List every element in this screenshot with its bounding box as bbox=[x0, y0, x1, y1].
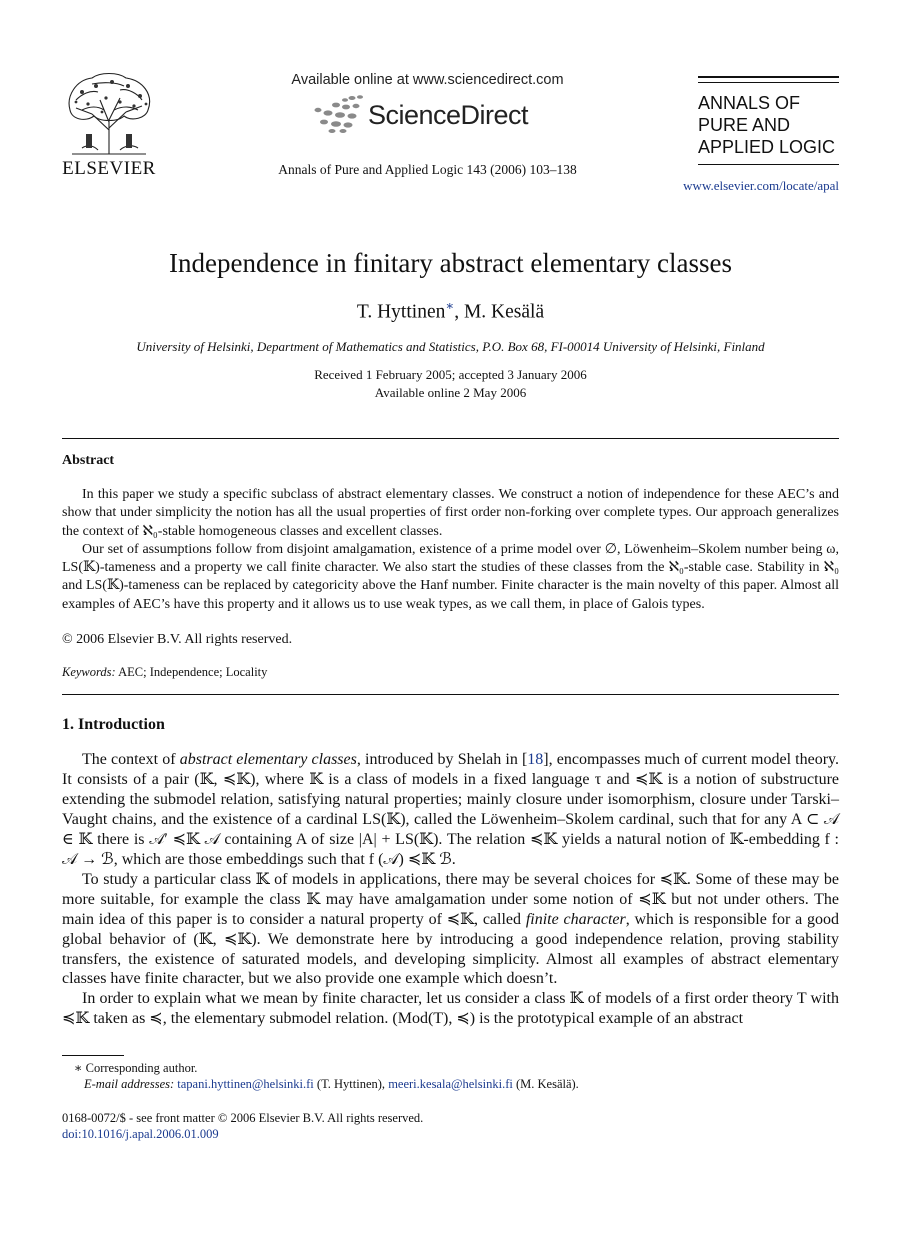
corresponding-author-note bbox=[62, 1060, 839, 1076]
elsevier-wordmark: ELSEVIER bbox=[62, 158, 156, 179]
footnotes bbox=[62, 1060, 839, 1092]
keywords-list: AEC; Independence; Locality bbox=[115, 665, 268, 679]
author-list bbox=[62, 298, 839, 324]
section-heading: 1. Introduction bbox=[62, 716, 165, 733]
text-run: , which is responsible for a good global behavior of (𝕂, ≼𝕂). We demonstrate here by introducing a good independence relation, proving stability transfers, the existence of saturated models, and developing simplicity. Almost all examples of abstract elementary classes have finite character, but we also provide one example which doesn’t. bbox=[62, 910, 840, 988]
author-name: T. Hyttinen bbox=[356, 301, 446, 323]
issn-line: 0168-0072/$ - see front matter © 2006 Elsevier B.V. All rights reserved. bbox=[62, 1111, 424, 1125]
journal-title-rule bbox=[698, 76, 839, 78]
journal-title-line: PURE AND bbox=[698, 115, 791, 135]
sciencedirect-dots-icon bbox=[312, 94, 368, 134]
text-run: (M. Kesälä). bbox=[512, 1077, 579, 1091]
journal-title-rule bbox=[698, 164, 839, 165]
author-separator: , bbox=[454, 301, 464, 323]
text-run: The context of bbox=[82, 751, 180, 768]
body-paragraph: In order to explain what we mean by finite character, let us consider a class 𝕂 of models of a first order theory T with ≼𝕂 taken as ≼, the elementary submodel relation. (Mod(T), ≼) is the prototypical example of an abstract bbox=[62, 990, 839, 1028]
body-paragraph bbox=[62, 870, 839, 990]
citation-link[interactable]: 18 bbox=[527, 751, 544, 768]
article-dates bbox=[62, 366, 839, 402]
keywords bbox=[62, 665, 267, 680]
available-online-text: Available online at www.sciencedirect.com bbox=[291, 72, 564, 88]
abstract-paragraph: In this paper we study a specific subclass of abstract elementary classes. We construct a notion of independence for these AEC’s and show that under simplicity the notion has all the usual properties of first order non-forking over complete types. Our approach generalizes the context of ℵ₀-stable homogeneous classes and excellent classes. bbox=[62, 487, 839, 539]
text-run: Corresponding author. bbox=[82, 1061, 198, 1075]
abstract-body bbox=[62, 486, 839, 614]
available-date: Available online 2 May 2006 bbox=[374, 385, 527, 400]
email-label: E-mail addresses: bbox=[84, 1077, 175, 1091]
abstract-paragraph: Our set of assumptions follow from disjoint amalgamation, existence of a prime model over ∅, Löwenheim–Skolem number being ω, LS(𝕂)-tameness and a property we call finite character. We also start the studies of these classes from the ℵ₀-stable case. Stability in ℵ₀ and LS(𝕂)-tameness can be replaced by categoricity above the Hanf number. Finite character is the main novelty of this paper. Almost all examples of AEC’s have this property and it allows us to use weak types, as we call them, in place of Galois types. bbox=[62, 541, 839, 612]
sciencedirect-wordmark: ScienceDirect bbox=[368, 100, 529, 130]
emphasis: finite character bbox=[525, 910, 626, 928]
emphasis: abstract elementary classes bbox=[179, 751, 357, 768]
text-run: ], encompasses much of current model theory. It consists of a pair (𝕂, ≼𝕂), where 𝕂 is a class of models in a fixed language τ and ≼𝕂 is a notion of substructure extending the submodel relation, satisfying natural properties; mainly closure under isomorphism, closure under Tarski–Vaught chains, and the existence of a cardinal LS(𝕂), called the Löwenheim–Skolem cardinal, such that for any A ⊂ 𝒜 ∈ 𝕂 there is 𝒜′ ≼𝕂 𝒜 containing A of size |A| + LS(𝕂). The relation ≼𝕂 yields a natural notion of 𝕂-embedding f : 𝒜 → ℬ, which are those embeddings such that f (𝒜) ≼𝕂 ℬ. bbox=[62, 751, 839, 868]
journal-reference: Annals of Pure and Applied Logic 143 (2006) 103–138 bbox=[278, 162, 577, 177]
received-date: Received 1 February 2005; accepted 3 January 2006 bbox=[314, 367, 587, 382]
keywords-label: Keywords: bbox=[62, 665, 116, 679]
footnote-rule bbox=[62, 1055, 124, 1056]
doi-link[interactable]: doi:10.1016/j.apal.2006.01.009 bbox=[62, 1127, 219, 1141]
text-run: To study a particular class 𝕂 of models in applications, there may be several choices for ≼𝕂. Some of these may be more suitable, for example the class 𝕂 may have amalgamation under some notion of ≼𝕂 but not under others. The main idea of this paper is to consider a natural property of ≼𝕂, called bbox=[62, 870, 839, 928]
abstract-copyright: © 2006 Elsevier B.V. All rights reserved. bbox=[62, 632, 293, 647]
elsevier-logo bbox=[62, 70, 156, 178]
front-matter-info bbox=[62, 1110, 423, 1142]
journal-title-line: APPLIED LOGIC bbox=[698, 137, 836, 157]
affiliation: University of Helsinki, Department of Mathematics and Statistics, P.O. Box 68, FI-00014 University of Helsinki, Finland bbox=[136, 339, 765, 354]
elsevier-tree-icon bbox=[62, 70, 156, 156]
journal-title-rule bbox=[698, 82, 839, 83]
text-run: (T. Hyttinen), bbox=[313, 1077, 389, 1091]
email-link[interactable]: tapani.hyttinen@helsinki.fi bbox=[177, 1077, 314, 1091]
email-link[interactable]: meeri.kesala@helsinki.fi bbox=[388, 1077, 513, 1091]
journal-url-link[interactable]: www.elsevier.com/locate/apal bbox=[683, 178, 839, 193]
corresponding-author-mark[interactable]: ∗ bbox=[445, 298, 455, 313]
journal-title-line: ANNALS OF bbox=[698, 93, 801, 113]
abstract-heading: Abstract bbox=[62, 453, 115, 468]
author-name: M. Kesälä bbox=[463, 301, 545, 323]
introduction-body bbox=[62, 750, 839, 1029]
footnote-mark: ∗ bbox=[74, 1061, 83, 1075]
text-run: , introduced by Shelah in [ bbox=[356, 751, 528, 768]
section-divider bbox=[62, 694, 839, 695]
paper-title: Independence in finitary abstract elementary classes bbox=[169, 248, 732, 278]
email-note bbox=[62, 1076, 839, 1092]
journal-title bbox=[698, 92, 848, 158]
section-divider bbox=[62, 438, 839, 439]
sciencedirect-logo bbox=[312, 94, 552, 136]
body-paragraph bbox=[62, 750, 839, 870]
